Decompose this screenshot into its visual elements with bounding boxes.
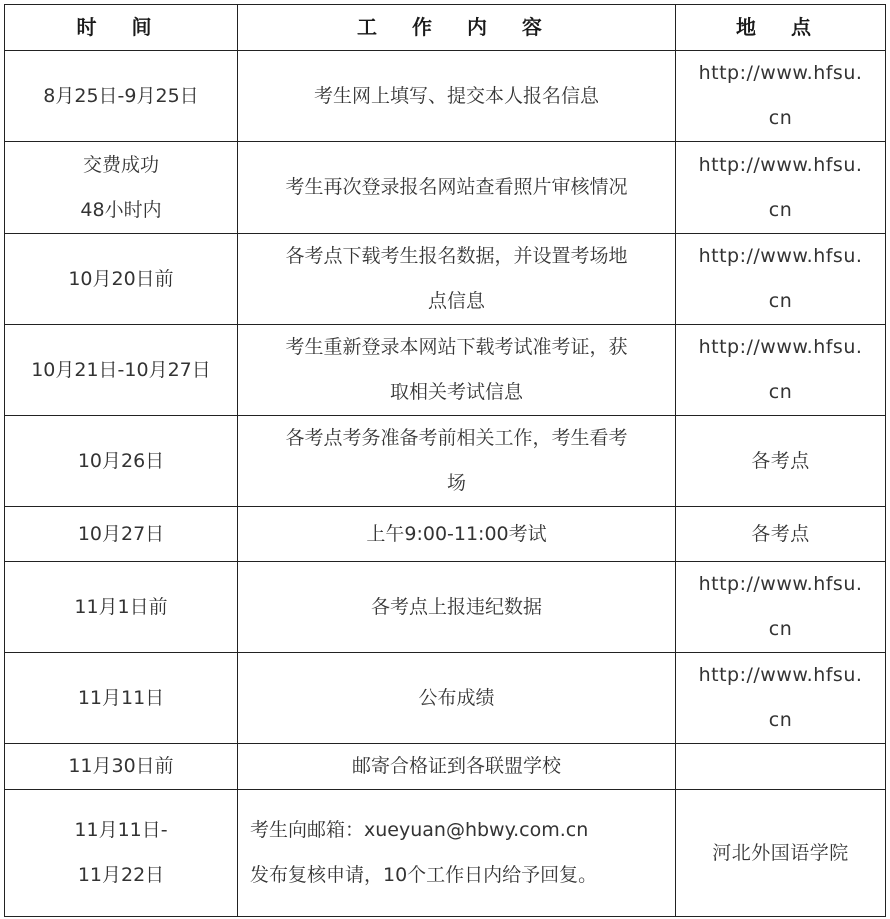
time-cell bbox=[5, 507, 238, 562]
time-text: 11月22日 bbox=[77, 864, 165, 886]
location-text: 各考点 bbox=[751, 449, 810, 472]
table-row bbox=[5, 234, 886, 325]
location-text: http://www.hfsu. bbox=[698, 573, 863, 595]
work-cell bbox=[238, 507, 676, 562]
work-text: 发布复核申请，10个工作日内给予回复。 bbox=[250, 864, 598, 886]
location-cell bbox=[676, 744, 886, 790]
table-row bbox=[5, 51, 886, 142]
work-text: 考生再次登录报名网站查看照片审核情况 bbox=[285, 176, 628, 198]
time-text: 11月30日前 bbox=[68, 755, 174, 777]
location-text: http://www.hfsu. bbox=[698, 664, 863, 686]
location-cell bbox=[676, 790, 886, 917]
work-cell bbox=[238, 562, 676, 653]
time-text: 交费成功 bbox=[82, 153, 159, 176]
time-cell bbox=[5, 325, 238, 416]
location-cell bbox=[676, 325, 886, 416]
exam-schedule-table bbox=[4, 4, 886, 917]
table-row bbox=[5, 325, 886, 416]
location-text: cn bbox=[768, 198, 793, 221]
table-row bbox=[5, 744, 886, 790]
time-cell bbox=[5, 562, 238, 653]
location-text: cn bbox=[768, 618, 793, 640]
location-cell bbox=[676, 562, 886, 653]
work-text: 各考点上报违纪数据 bbox=[370, 595, 542, 618]
table-row bbox=[5, 653, 886, 744]
work-text: 场 bbox=[446, 472, 466, 494]
header-location: 地 点 bbox=[676, 5, 886, 51]
location-cell bbox=[676, 142, 886, 234]
work-text: 取相关考试信息 bbox=[389, 381, 523, 403]
work-text: 各考点考务准备考前相关工作，考生看考 bbox=[285, 427, 628, 449]
header-time: 时 间 bbox=[5, 5, 238, 51]
location-cell bbox=[676, 416, 886, 507]
time-text: 48小时内 bbox=[80, 198, 162, 221]
time-cell bbox=[5, 51, 238, 142]
time-text: 8月25日-9月25日 bbox=[43, 84, 199, 107]
location-text: cn bbox=[768, 381, 793, 403]
table-row bbox=[5, 507, 886, 562]
time-text: 10月27日 bbox=[77, 522, 165, 545]
work-cell bbox=[238, 142, 676, 234]
time-text: 10月26日 bbox=[77, 449, 165, 472]
time-text: 10月21日-10月27日 bbox=[31, 358, 211, 381]
location-cell bbox=[676, 507, 886, 562]
time-text: 11月1日前 bbox=[74, 595, 168, 618]
time-cell bbox=[5, 416, 238, 507]
location-text: cn bbox=[768, 107, 793, 129]
location-text: http://www.hfsu. bbox=[698, 153, 863, 176]
work-cell bbox=[238, 744, 676, 790]
time-cell bbox=[5, 653, 238, 744]
location-cell bbox=[676, 51, 886, 142]
work-cell bbox=[238, 416, 676, 507]
work-text: 各考点下载考生报名数据，并设置考场地 bbox=[285, 245, 628, 267]
work-cell bbox=[238, 325, 676, 416]
time-cell bbox=[5, 790, 238, 917]
work-cell bbox=[238, 653, 676, 744]
work-cell bbox=[238, 234, 676, 325]
time-cell bbox=[5, 234, 238, 325]
time-text: 10月20日前 bbox=[68, 267, 174, 290]
time-cell bbox=[5, 142, 238, 234]
location-text: 各考点 bbox=[751, 522, 810, 545]
location-text: http://www.hfsu. bbox=[698, 245, 863, 267]
location-text: cn bbox=[768, 709, 793, 731]
time-text: 11月11日- bbox=[74, 819, 168, 841]
location-text: http://www.hfsu. bbox=[698, 336, 863, 358]
table-row bbox=[5, 142, 886, 234]
work-text: 考生向邮箱：xueyuan@hbwy.com.cn bbox=[250, 819, 589, 841]
table-row bbox=[5, 416, 886, 507]
work-text: 考生重新登录本网站下载考试准考证，获 bbox=[285, 336, 628, 358]
location-text: cn bbox=[768, 290, 793, 312]
location-text: http://www.hfsu. bbox=[698, 62, 863, 84]
table-row bbox=[5, 562, 886, 653]
time-text: 11月11日 bbox=[77, 686, 165, 709]
location-text: 河北外国语学院 bbox=[712, 841, 849, 864]
location-cell bbox=[676, 234, 886, 325]
work-text: 邮寄合格证到各联盟学校 bbox=[351, 755, 561, 777]
work-cell bbox=[238, 790, 676, 917]
time-cell bbox=[5, 744, 238, 790]
work-text: 考生网上填写、提交本人报名信息 bbox=[313, 84, 599, 107]
table-row bbox=[5, 790, 886, 917]
location-cell bbox=[676, 653, 886, 744]
work-text: 公布成绩 bbox=[418, 686, 495, 709]
work-text: 点信息 bbox=[427, 290, 485, 312]
work-text: 上午9:00-11:00考试 bbox=[366, 522, 547, 545]
header-work-content: 工 作 内 容 bbox=[238, 5, 676, 51]
work-cell bbox=[238, 51, 676, 142]
table-header-row bbox=[5, 5, 886, 51]
